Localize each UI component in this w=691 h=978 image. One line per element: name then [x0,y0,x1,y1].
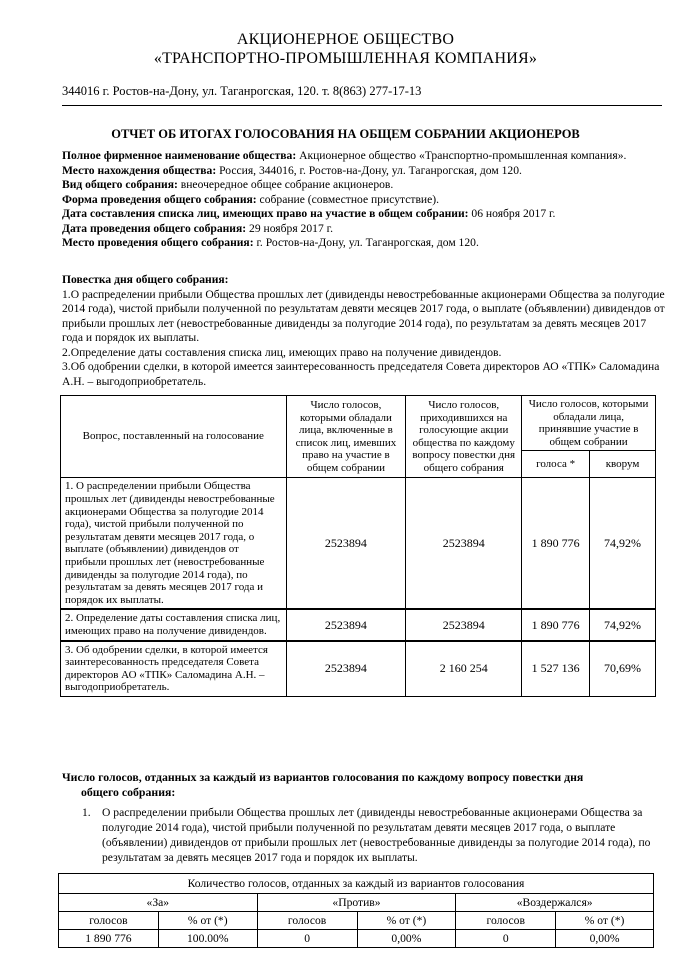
header-votes: голоса * [522,451,590,478]
votes-heading-line: общего собрания: [81,784,176,799]
info-label: Место проведения общего собрания: [62,236,254,249]
agenda-item: 1.О распределении прибыли Общества прошлых лет (дивиденды невостребованные акционерами Общества за полугодие 2014 года), чистой прибыли полученной по результатам девяти месяцев 2017 года, о выплате (объявлении) дивидендов от прибыли прошлых лет (невостребованные дивиденды за полугодие 2014 года), по результатам за девять месяцев 2017 года и порядок их выплаты. [62,287,665,344]
quorum-cell: 74,92% [590,478,656,609]
question-cell: 2. Определение даты составления списка лиц, имеющих право на получение дивидендов. [61,609,287,640]
for-votes: 1 890 776 [59,930,159,948]
included-cell: 2523894 [286,609,406,640]
info-value: собрание (совместное присутствие). [256,192,440,206]
votes-heading [62,770,662,799]
votes-heading-line: Число голосов, отданных за каждый из вариантов голосования по каждому вопросу повестки дня [62,770,584,784]
info-line [62,178,662,193]
against-votes: 0 [257,930,357,948]
per-question-cell: 2523894 [406,478,522,609]
question-cell: 1. О распределении прибыли Общества прошлых лет (дивиденды невостребованные акционерами Общества за полугодие 2014 года), чистой прибыли полученной по результатам девяти месяцев 2017 года, о выплате (объявлении) дивидендов от прибыли прошлых лет (невостребованные дивиденды за полугодие 2014 года), по результатам за девять месяцев 2017 года и порядок их выплаты. [61,478,287,609]
header-divider [62,105,662,106]
sub-pct-header: % от (*) [357,912,456,930]
votes-cell: 1 527 136 [522,641,590,697]
per-question-cell: 2 160 254 [406,641,522,697]
votes-table [58,873,654,948]
info-line [62,149,662,164]
info-line [62,222,662,237]
abstain-pct: 0,00% [556,930,654,948]
info-value: г. Ростов-на-Дону, ул. Таганрогская, дом 120. [253,236,479,249]
info-label: Дата составления списка лиц, имеющих право на участие в общем собрании: [62,207,469,220]
info-line [62,164,662,179]
sub-votes-header: голосов [456,912,556,930]
option-abstain: «Воздержался» [456,894,654,912]
sub-votes-header: голосов [59,912,159,930]
header-per-question: Число голосов, приходившихся на голосующие акции общества по каждому вопросу повестки дня общего собрания [406,396,522,478]
agenda-heading: Повестка дня общего собрания: [62,273,229,286]
for-pct: 100.00% [158,930,257,948]
info-line [62,193,662,208]
info-label: Форма проведения общего собрания: [62,192,257,206]
info-value: 06 ноября 2017 г. [468,207,556,220]
question-cell: 3. Об одобрении сделки, в которой имеется заинтересованность председателя Совета директоров АО «ТПК» Саломадина А.Н. – выгодоприобретатель. [61,641,287,697]
header-question: Вопрос, поставленный на голосование [61,396,287,478]
option-for: «За» [59,894,258,912]
against-pct: 0,00% [357,930,456,948]
info-value: Акционерное общество «Транспортно-промышленная компания». [296,149,627,162]
table-row [61,478,656,609]
info-label: Дата проведения общего собрания: [62,221,247,235]
option-against: «Против» [257,894,456,912]
meeting-info [62,149,662,251]
votes-row [59,930,654,948]
table-row [61,641,656,697]
info-label: Вид общего собрания: [62,178,178,191]
header-quorum: кворум [590,451,656,478]
info-value: внеочередное общее собрание акционеров. [177,178,394,191]
sub-votes-header: голосов [257,912,357,930]
agenda-item: 2.Определение даты составления списка лиц, имеющих право на получение дивидендов. [62,345,502,359]
question-1 [82,805,660,865]
quorum-cell: 70,69% [590,641,656,697]
info-value: Россия, 344016, г. Ростов-на-Дону, ул. Таганрогская, дом 120. [216,163,522,177]
question-number: 1. [82,806,91,819]
info-line [62,207,662,222]
info-line [62,236,662,251]
quorum-cell: 74,92% [590,609,656,640]
question-text: О распределении прибыли Общества прошлых лет (дивиденды невостребованные акционерами Общества за полугодие 2014 года), чистой прибыли полученной по результатам девяти месяцев 2017 года, о выплате (объявлении) дивидендов от прибыли прошлых лет (невостребованные дивиденды за полугодие 2014 года), по результатам за девять месяцев 2017 года и порядок их выплаты. [102,806,651,864]
header-included: Число голосов, которыми обладали лица, включенные в список лиц, имевших право на участие в общем собрании [286,396,406,478]
report-title: ОТЧЕТ ОБ ИТОГАХ ГОЛОСОВАНИЯ НА ОБЩЕМ СОБРАНИИ АКЦИОНЕРОВ [111,127,580,141]
info-value: 29 ноября 2017 г. [246,221,333,235]
organization-header [0,30,691,68]
included-cell: 2523894 [286,641,406,697]
table-row [61,609,656,640]
quorum-table [60,395,656,697]
org-name: «ТРАНСПОРТНО-ПРОМЫШЛЕННАЯ КОМПАНИЯ» [153,50,538,67]
votes-cell: 1 890 776 [522,609,590,640]
sub-pct-header: % от (*) [556,912,654,930]
included-cell: 2523894 [286,478,406,609]
org-type: АКЦИОНЕРНОЕ ОБЩЕСТВО [236,31,455,48]
votes-cell: 1 890 776 [522,478,590,609]
info-label: Место нахождения общества: [62,163,217,177]
sub-pct-header: % от (*) [158,912,257,930]
agenda [62,273,670,389]
abstain-votes: 0 [456,930,556,948]
header-participated: Число голосов, которыми обладали лица, принявшие участие в общем собрании [522,396,656,451]
votes-table-caption: Количество голосов, отданных за каждый из вариантов голосования [59,874,654,894]
per-question-cell: 2523894 [406,609,522,640]
org-address: 344016 г. Ростов-на-Дону, ул. Таганрогская, 120. т. 8(863) 277-17-13 [62,84,422,98]
agenda-item: 3.Об одобрении сделки, в которой имеется заинтересованность председателя Совета директоров АО «ТПК» Саломадина А.Н. – выгодоприобретатель. [62,360,660,388]
info-label: Полное фирменное наименование общества: [62,149,297,162]
